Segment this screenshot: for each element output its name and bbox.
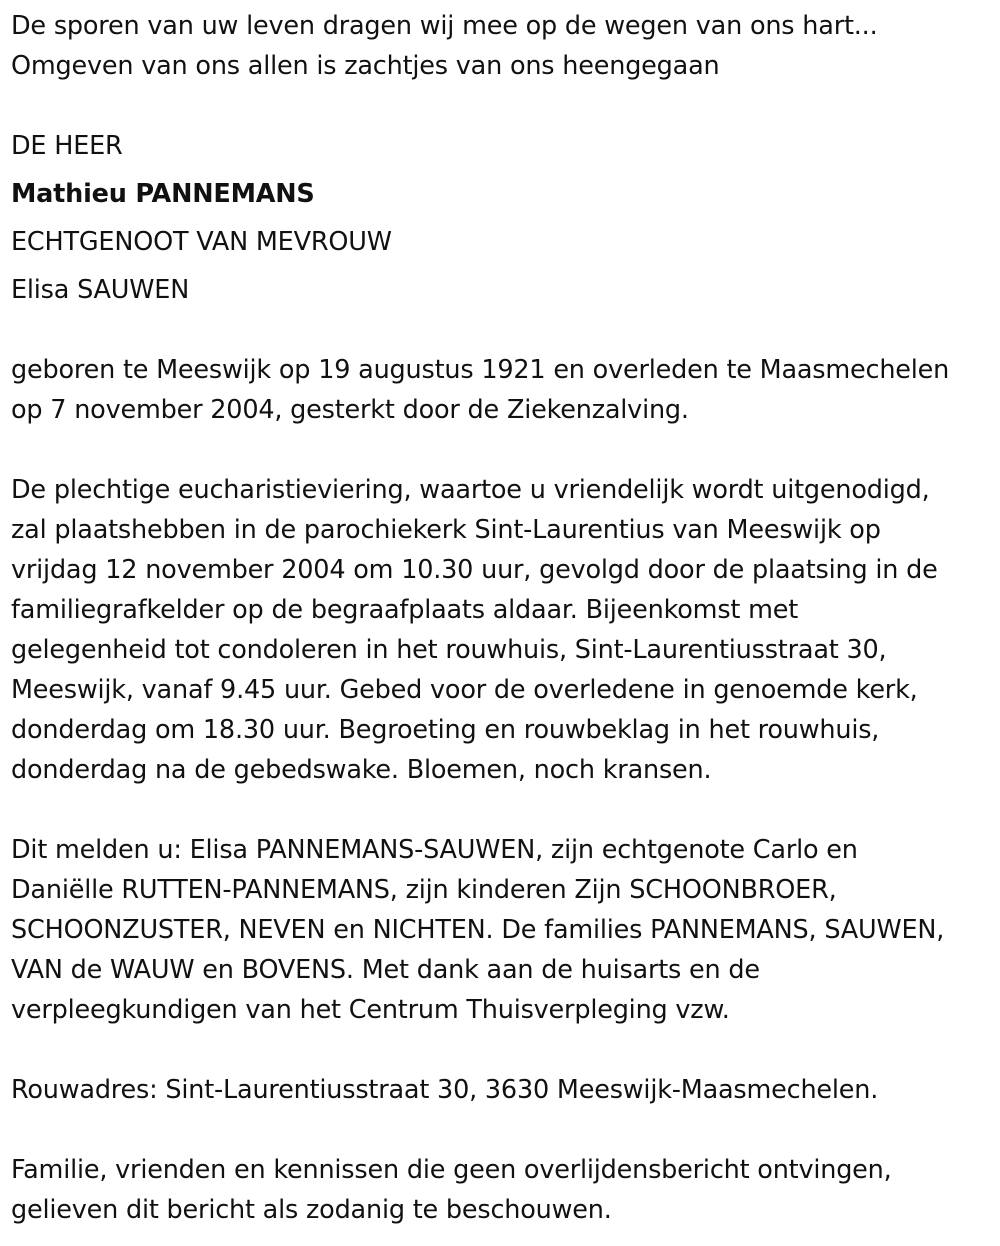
- ceremony-line: vrijdag 12 november 2004 om 10.30 uur, gevolgd door de plaatsing in de: [11, 555, 938, 585]
- ceremony-line: donderdag na de gebedswake. Bloemen, noch kransen.: [11, 755, 712, 785]
- deceased-title: DE HEER: [11, 131, 123, 161]
- deceased-spouse: Elisa SAUWEN: [11, 275, 190, 305]
- deceased-relation: ECHTGENOOT VAN MEVROUW: [11, 227, 392, 257]
- closing-line: gelieven dit bericht als zodanig te beschouwen.: [11, 1195, 612, 1225]
- ceremony-line: familiegrafkelder op de begraafplaats aldaar. Bijeenkomst met: [11, 595, 799, 625]
- family-line: VAN de WAUW en BOVENS. Met dank aan de huisarts en de: [11, 955, 760, 985]
- ceremony-line: De plechtige eucharistieviering, waartoe u vriendelijk wordt uitgenodigd,: [11, 475, 930, 505]
- opening-line-1: De sporen van uw leven dragen wij mee op de wegen van ons hart...: [11, 11, 878, 41]
- ceremony-line: Meeswijk, vanaf 9.45 uur. Gebed voor de overledene in genoemde kerk,: [11, 675, 918, 705]
- family-line: Dit melden u: Elisa PANNEMANS-SAUWEN, zijn echtgenote Carlo en: [11, 835, 858, 865]
- opening-line-2: Omgeven van ons allen is zachtjes van ons heengegaan: [11, 51, 720, 81]
- family-line: Daniëlle RUTTEN-PANNEMANS, zijn kinderen Zijn SCHOONBROER,: [11, 875, 837, 905]
- mourning-address: Rouwadres: Sint-Laurentiusstraat 30, 3630 Meeswijk-Maasmechelen.: [11, 1075, 879, 1105]
- family-line: SCHOONZUSTER, NEVEN en NICHTEN. De families PANNEMANS, SAUWEN,: [11, 915, 945, 945]
- family-line: verpleegkundigen van het Centrum Thuisverpleging vzw.: [11, 995, 730, 1025]
- closing-line: Familie, vrienden en kennissen die geen overlijdensbericht ontvingen,: [11, 1155, 892, 1185]
- ceremony-line: zal plaatshebben in de parochiekerk Sint-Laurentius van Meeswijk op: [11, 515, 881, 545]
- ceremony-line: donderdag om 18.30 uur. Begroeting en rouwbeklag in het rouwhuis,: [11, 715, 880, 745]
- ceremony-line: gelegenheid tot condoleren in het rouwhuis, Sint-Laurentiusstraat 30,: [11, 635, 887, 665]
- birth-death-line: geboren te Meeswijk op 19 augustus 1921 en overleden te Maasmechelen: [11, 355, 950, 385]
- deceased-name: Mathieu PANNEMANS: [11, 179, 315, 209]
- birth-death-line: op 7 november 2004, gesterkt door de Ziekenzalving.: [11, 395, 689, 425]
